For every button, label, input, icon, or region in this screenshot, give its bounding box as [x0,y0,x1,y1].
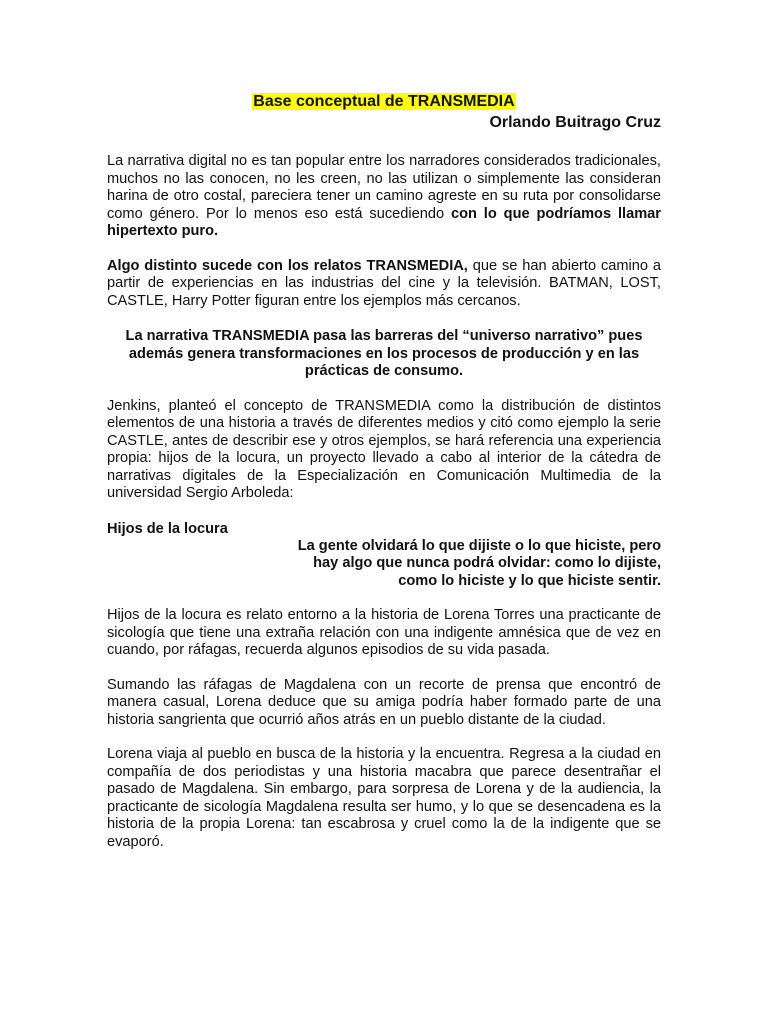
document-title: Base conceptual de TRANSMEDIA [253,93,515,110]
paragraph-magdalena: Sumando las ráfagas de Magdalena con un recorte de prensa que encontró de manera casual, Lorena deduce que su amiga podría haber formado parte de una historia sangrienta que ocurrió años atrás en un pueblo distante de la ciudad. [107,676,661,728]
quote-line: La gente olvidará lo que dijiste o lo que hiciste, pero [297,537,661,554]
paragraph-transmedia [107,258,661,311]
paragraph-transmedia-text: que se han abierto camino a partir de experiencias en las industrias del cine y la televisión. BATMAN, LOST, CASTLE, Harry Potter figuran entre los ejemplos más cercanos. [107,257,661,309]
paragraph-pueblo: Lorena viaja al pueblo en busca de la historia y la encuentra. Regresa a la ciudad en compañía de dos periodistas y una historia macabra que parece desentrañar el pasado de Magdalena. Sin embargo, para sorpresa de Lorena y de la audiencia, la practicante de sicología Magdalena resulta ser humo, y lo que se desencadena es la historia de la propia Lorena: tan escabrosa y cruel como la de la indigente que se evaporó. [107,746,661,850]
title-line [107,92,661,111]
paragraph-transmedia-bold: Algo distinto sucede con los relatos TRANSMEDIA, [107,257,468,274]
paragraph-intro [107,153,661,241]
section-heading: Hijos de la locura [107,520,228,537]
document-author: Orlando Buitrago Cruz [489,114,661,131]
paragraph-jenkins: Jenkins, planteó el concepto de TRANSMEDIA como la distribución de distintos elementos de una historia a través de diferentes medios y citó como ejemplo la serie CASTLE, antes de describir ese y otros ejemplos, se hará referencia una experiencia propia: hijos de la locura, un proyecto llevado a cabo al interior de la cátedra de narrativas digitales de la Especialización en Comunicación Multimedia de la universidad Sergio Arboleda: [107,397,661,501]
epigraph-quote [107,538,661,591]
paragraph-intro-bold: con lo que podríamos llamar hipertexto puro. [107,205,661,239]
paragraph-lorena-intro: Hijos de la locura es relato entorno a la historia de Lorena Torres una practicante de sicología que tiene una extraña relación con una indigente amnésica que de vez en cuando, por ráfagas, recuerda algunos episodios de su vida pasada. [107,607,661,658]
quote-line: como lo hiciste y lo que hiciste sentir. [398,572,661,589]
quote-line: hay algo que nunca podrá olvidar: como lo dijiste, [313,555,661,571]
paragraph-intro-text: La narrativa digital no es tan popular entre los narradores considerados tradicionales, muchos no las conocen, no les creen, no las utilizan o simplemente las consideran harina de otro costal, pareciera tener un camino agreste en su ruta por consolidarse como género. Por lo menos eso está sucediendo [107,153,661,222]
center-statement: La narrativa TRANSMEDIA pasa las barreras del “universo narrativo” pues además genera transformaciones en los procesos de producción y en las prácticas de consumo. [125,328,643,379]
